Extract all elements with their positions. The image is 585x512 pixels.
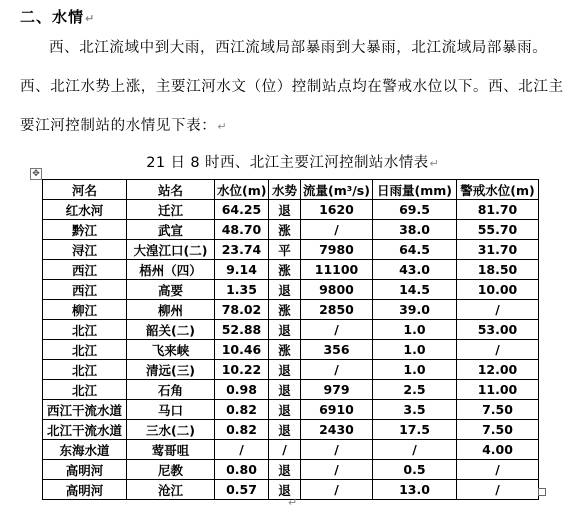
cell-station: 石角 xyxy=(127,380,215,400)
cell-trend: 涨 xyxy=(269,340,301,360)
cell-trend: 涨 xyxy=(269,260,301,280)
cell-rainfall: 43.0 xyxy=(373,260,457,280)
cell-warning: 53.00 xyxy=(457,320,539,340)
cell-rainfall: 13.0 xyxy=(373,480,457,500)
table-row xyxy=(43,200,539,220)
header-station-name: 站名 xyxy=(127,180,215,200)
header-daily-rainfall: 日雨量(mm) xyxy=(373,180,457,200)
cell-level: 0.98 xyxy=(215,380,269,400)
cell-trend: 退 xyxy=(269,360,301,380)
cell-station: 迁江 xyxy=(127,200,215,220)
cell-level: 0.82 xyxy=(215,400,269,420)
paragraph-mark-icon: ↵ xyxy=(429,157,439,170)
cell-flow: 9800 xyxy=(301,280,373,300)
table-row xyxy=(43,220,539,240)
cell-trend: 退 xyxy=(269,400,301,420)
table-row xyxy=(43,300,539,320)
cell-warning: / xyxy=(457,300,539,320)
cell-river: 北江干流水道 xyxy=(43,420,127,440)
section-heading-text: 二、水情 xyxy=(20,8,85,26)
cell-river: 浔江 xyxy=(43,240,127,260)
cell-level: 10.46 xyxy=(215,340,269,360)
cell-rainfall: 1.0 xyxy=(373,360,457,380)
cell-trend: 退 xyxy=(269,420,301,440)
cell-warning: / xyxy=(457,480,539,500)
table-row xyxy=(43,380,539,400)
cell-river: 西江 xyxy=(43,260,127,280)
cell-river: 西江干流水道 xyxy=(43,400,127,420)
cell-station: 武宣 xyxy=(127,220,215,240)
table-caption xyxy=(0,151,585,172)
cell-rainfall: 1.0 xyxy=(373,340,457,360)
cell-station: 三水(二) xyxy=(127,420,215,440)
cell-warning: 18.50 xyxy=(457,260,539,280)
cell-trend: 退 xyxy=(269,320,301,340)
table-row xyxy=(43,420,539,440)
cell-warning: 81.70 xyxy=(457,200,539,220)
table-row xyxy=(43,260,539,280)
cell-rainfall: 1.0 xyxy=(373,320,457,340)
table-header-row xyxy=(43,180,539,200)
cell-rainfall: 2.5 xyxy=(373,380,457,400)
cell-flow: 979 xyxy=(301,380,373,400)
cell-rainfall: 64.5 xyxy=(373,240,457,260)
cell-rainfall: 14.5 xyxy=(373,280,457,300)
cell-trend: 退 xyxy=(269,380,301,400)
cell-river: 高明河 xyxy=(43,480,127,500)
header-warning-level: 警戒水位(m) xyxy=(457,180,539,200)
table-row xyxy=(43,360,539,380)
cell-flow: / xyxy=(301,460,373,480)
cell-level: 0.57 xyxy=(215,480,269,500)
cell-rainfall: 39.0 xyxy=(373,300,457,320)
paragraph-mark-icon: ↵ xyxy=(217,120,227,133)
cell-warning: 55.70 xyxy=(457,220,539,240)
cell-trend: 退 xyxy=(269,280,301,300)
cell-station: 沧江 xyxy=(127,480,215,500)
cell-warning: / xyxy=(457,340,539,360)
table-caption-text: 21 日 8 时西、北江主要江河控制站水情表 xyxy=(146,155,429,171)
table-move-handle-icon[interactable]: ✥ xyxy=(30,168,42,180)
cell-level: 48.70 xyxy=(215,220,269,240)
cell-warning: 4.00 xyxy=(457,440,539,460)
cell-warning: 10.00 xyxy=(457,280,539,300)
cell-station: 柳州 xyxy=(127,300,215,320)
cell-rainfall: 38.0 xyxy=(373,220,457,240)
table-row xyxy=(43,460,539,480)
cell-flow: / xyxy=(301,480,373,500)
table-row xyxy=(43,340,539,360)
cell-flow: / xyxy=(301,360,373,380)
cell-river: 东海水道 xyxy=(43,440,127,460)
cell-warning: 11.00 xyxy=(457,380,539,400)
cell-flow: 7980 xyxy=(301,240,373,260)
cell-station: 马口 xyxy=(127,400,215,420)
paragraph-body: 西、北江流域中到大雨，西江流域局部暴雨到大暴雨，北江流域局部暴雨。西、北江水势上涨，主要江河水文（位）控制站点均在警戒水位以下。西、北江主要江河控制站的水情见下表： xyxy=(20,40,564,134)
cell-flow: 6910 xyxy=(301,400,373,420)
table-row xyxy=(43,320,539,340)
header-water-trend: 水势 xyxy=(269,180,301,200)
cell-trend: 涨 xyxy=(269,300,301,320)
cell-rainfall: 69.5 xyxy=(373,200,457,220)
cell-flow: 2430 xyxy=(301,420,373,440)
cell-trend: 涨 xyxy=(269,220,301,240)
cell-trend: 平 xyxy=(269,240,301,260)
header-river-name: 河名 xyxy=(43,180,127,200)
cell-river: 红水河 xyxy=(43,200,127,220)
cell-level: 23.74 xyxy=(215,240,269,260)
cell-river: 高明河 xyxy=(43,460,127,480)
cell-rainfall: 3.5 xyxy=(373,400,457,420)
cell-river: 北江 xyxy=(43,360,127,380)
cell-river: 北江 xyxy=(43,340,127,360)
paragraph-text xyxy=(20,29,568,146)
cell-flow: / xyxy=(301,320,373,340)
table-row xyxy=(43,440,539,460)
section-heading xyxy=(20,6,94,27)
cell-flow: 2850 xyxy=(301,300,373,320)
cell-level: 9.14 xyxy=(215,260,269,280)
cell-flow: / xyxy=(301,220,373,240)
header-flow-rate: 流量(m³/s) xyxy=(301,180,373,200)
cell-flow: 356 xyxy=(301,340,373,360)
cell-level: 1.35 xyxy=(215,280,269,300)
cell-trend: 退 xyxy=(269,200,301,220)
cell-river: 北江 xyxy=(43,380,127,400)
cell-rainfall: / xyxy=(373,440,457,460)
cell-level: 52.88 xyxy=(215,320,269,340)
cell-station: 梧州（四） xyxy=(127,260,215,280)
cell-warning: / xyxy=(457,460,539,480)
table-resize-handle[interactable] xyxy=(538,488,546,496)
cell-station: 清远(三) xyxy=(127,360,215,380)
cell-level: 78.02 xyxy=(215,300,269,320)
cell-station: 高要 xyxy=(127,280,215,300)
table-row xyxy=(43,240,539,260)
cell-warning: 7.50 xyxy=(457,400,539,420)
header-water-level: 水位(m) xyxy=(215,180,269,200)
cell-station: 尼教 xyxy=(127,460,215,480)
cell-warning: 7.50 xyxy=(457,420,539,440)
cell-station: 飞来峡 xyxy=(127,340,215,360)
cell-rainfall: 17.5 xyxy=(373,420,457,440)
cell-station: 大湟江口(二) xyxy=(127,240,215,260)
cell-level: 10.22 xyxy=(215,360,269,380)
table-row xyxy=(43,280,539,300)
cell-level: / xyxy=(215,440,269,460)
cell-river: 柳江 xyxy=(43,300,127,320)
table-row xyxy=(43,400,539,420)
water-level-table xyxy=(42,179,539,500)
cell-trend: 退 xyxy=(269,480,301,500)
cell-station: 莺哥咀 xyxy=(127,440,215,460)
cell-trend: 退 xyxy=(269,460,301,480)
cell-trend: / xyxy=(269,440,301,460)
cell-level: 0.80 xyxy=(215,460,269,480)
cell-rainfall: 0.5 xyxy=(373,460,457,480)
cell-river: 西江 xyxy=(43,280,127,300)
cell-river: 黔江 xyxy=(43,220,127,240)
cell-flow: 1620 xyxy=(301,200,373,220)
paragraph-mark-icon: ↵ xyxy=(85,12,95,25)
cell-warning: 31.70 xyxy=(457,240,539,260)
cell-river: 北江 xyxy=(43,320,127,340)
cell-station: 韶关(二) xyxy=(127,320,215,340)
cell-warning: 12.00 xyxy=(457,360,539,380)
cell-level: 0.82 xyxy=(215,420,269,440)
paragraph-mark-icon: ↵ xyxy=(288,496,298,509)
cell-flow: 11100 xyxy=(301,260,373,280)
cell-level: 64.25 xyxy=(215,200,269,220)
cell-flow: / xyxy=(301,440,373,460)
